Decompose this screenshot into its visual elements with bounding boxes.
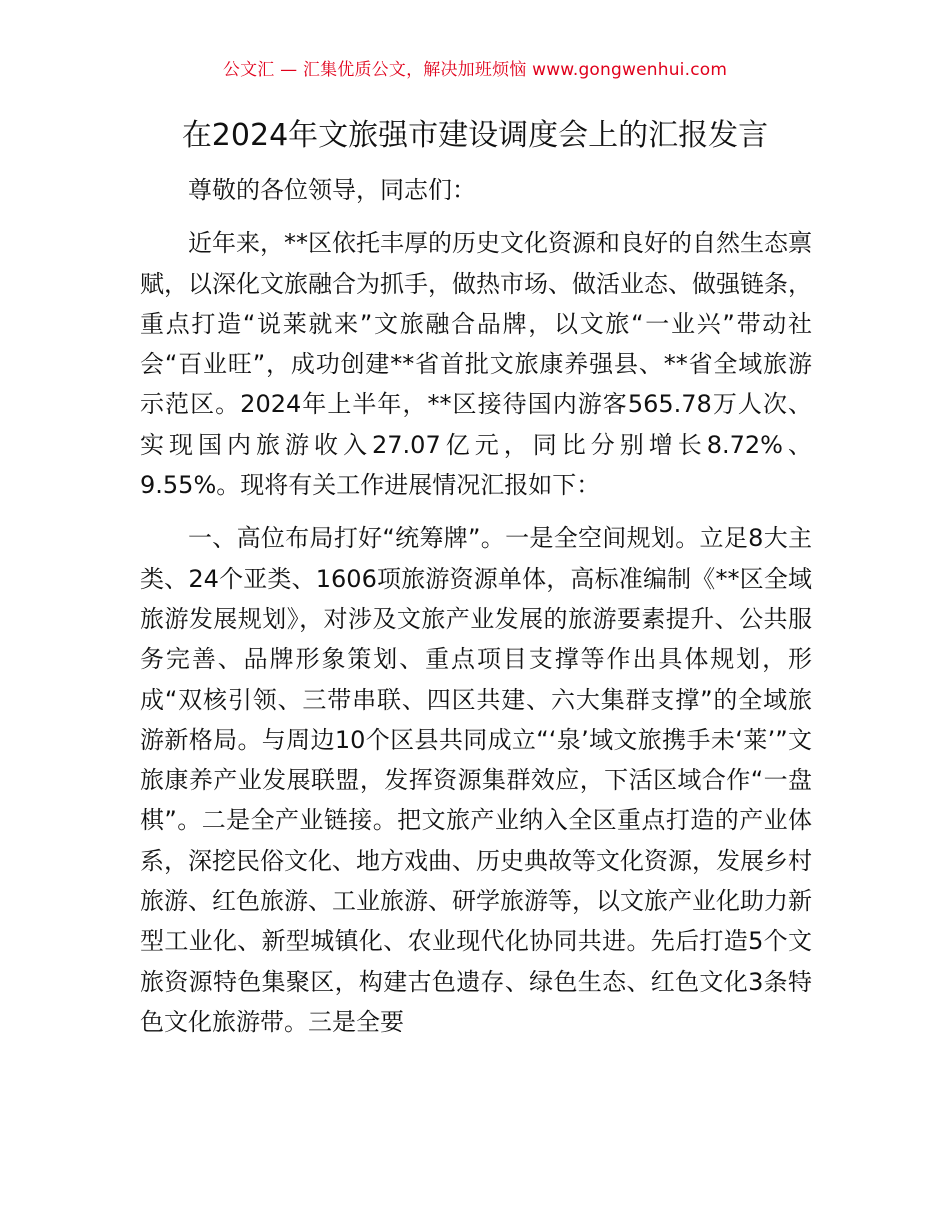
header-banner: 公文汇 — 汇集优质公文，解决加班烦恼 www.gongwenhui.com xyxy=(222,60,728,80)
paragraph-intro: 近年来，**区依托丰厚的历史文化资源和良好的自然生态禀赋，以深化文旅融合为抓手，做热市场、做活业态、做强链条，重点打造“说莱就来”文旅融合品牌，以文旅“一业兴”带动社会“百业旺”，成功创建**省首批文旅康养强县、**省全域旅游示范区。2024年上半年，**区接待国内游客565.78万人次、实现国内旅游收入27.07亿元，同比分别增长8.72%、9.55%。现将有关工作进展情况汇报如下： xyxy=(140,229,812,500)
document-title: 在2024年文旅强市建设调度会上的汇报发言 xyxy=(181,118,769,153)
paragraph-section-one: 一、高位布局打好“统筹牌”。一是全空间规划。立足8大主类、24个亚类、1606项旅游资源单体，高标准编制《**区全域旅游发展规划》，对涉及文旅产业发展的旅游要素提升、公共服务完善、品牌形象策划、重点项目支撑等作出具体规划，形成“双核引领、三带串联、四区共建、六大集群支撑”的全域旅游新格局。与周边10个区县共同成立“‘泉’域文旅携手未‘莱’”文旅康养产业发展联盟，发挥资源集群效应，下活区域合作“一盘棋”。二是全产业链接。把文旅产业纳入全区重点打造的产业体系，深挖民俗文化、地方戏曲、历史典故等文化资源，发展乡村旅游、红色旅游、工业旅游、研学旅游等，以文旅产业化助力新型工业化、新型城镇化、农业现代化协同共进。先后打造5个文旅资源特色集聚区，构建古色遗存、绿色生态、红色文化3条特色文化旅游带。三是全要 xyxy=(140,524,812,1036)
salutation: 尊敬的各位领导，同志们： xyxy=(188,176,476,204)
document-body xyxy=(140,170,812,1055)
